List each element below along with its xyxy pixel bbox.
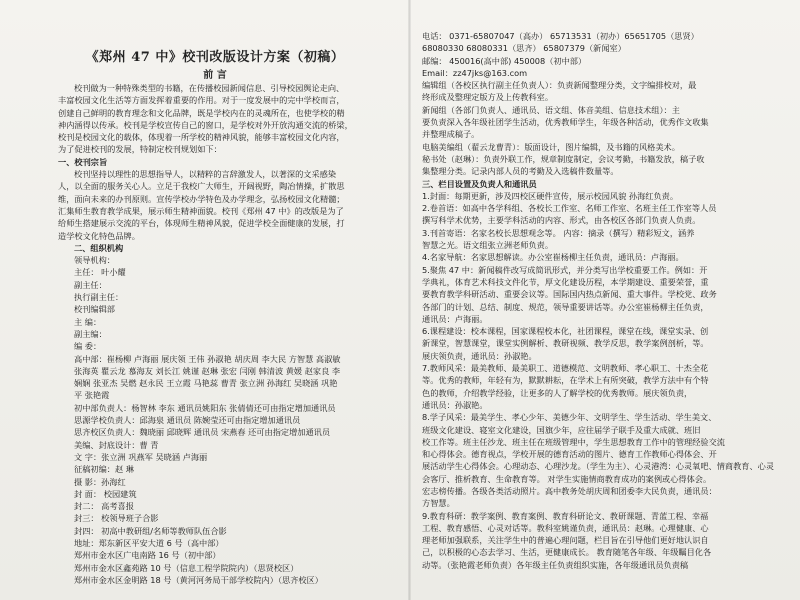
text-line: 文 字：张立洲 巩燕军 吴晓涵 卢海丽 [74,451,208,462]
text-line: 创建自己鲜明的教育理念和文化品牌，既是学校内在的灵魂所在，也使学校的精 [58,107,345,118]
text-line: 维，面向未来的办刊原则。宣传学校办学特色及办学理念，弘扬校园文化精髓； [58,193,345,204]
text-line: 己，以积极的心态去学习、生活，更健康成长。 教育随笔各年级、年级瞩目化各 [422,547,712,558]
preface-body [58,82,353,586]
text-line: 邮编： 450016(高中部) 450008（初中部） [422,55,587,66]
text-line: 动等。（张艳霞老师负责）各年级主任负责组织实施，各年级通讯员负责稿 [422,559,689,570]
text-line: 给师生搭建展示交流的平台，体现师生精神风貌，促进学校全面健康的发展，打 [58,218,345,229]
right-body [422,30,774,571]
text-line: 电脑美编组（翟云龙曹青）：版面设计，图片编辑，及书籍的风格美术。 [422,141,680,152]
text-line: 神内涵得以传承。校刊是学校宣传自己的窗口，是学校对外开放沟通交流的桥梁， [58,119,353,130]
text-line: 等。优秀的教师，年轻有为，默默耕耘，在学术上有所突破，教学方法中有个特 [422,375,709,386]
preface-title: 前 言 [203,70,227,81]
text-line: 执行副主任： [74,292,124,303]
text-line: 郑州市金水区金明路 18 号（黄河河务局干部学校院内）（思齐校区） [74,574,323,585]
section-heading: 二、组织机构 [74,242,124,253]
text-line: 3.刊首寄语：名家名校长思想观念等。 内容：摘录（撰写）精彩短文，涵养 [422,227,695,238]
text-line: 主任： 叶小耀 [74,267,126,278]
text-line: 造学校文化特色品牌。 [58,230,140,241]
text-line: 摄 影：孙海红 [74,476,126,487]
text-line: 校工作等。班主任沙龙、班主任在班级管理中，学生思想教育工作中的管理经验交流 [422,436,725,447]
text-line: 思齐校区负责人：魏晓丽 邱晓辉 通讯员 宋燕春 还可由指定增加通讯员 [74,427,331,438]
text-line: 封二： 高考喜报 [74,501,134,512]
text-line: 会客厅、推析教育、生命教育等。 对学生实施情商教育成功的案例或心得体会。 [422,473,712,484]
text-line: 色的教师，介绍教学经验，让更多的人了解学校的优秀教师。展庆领负责， [422,387,693,398]
text-line: 校刊坚持以理性的思想指导人，以精粹的言辞激发人，以著深的文采感染 [74,169,337,180]
text-line: 校刊做为一种特殊类型的书籍，在传播校园新闻信息、引导校园舆论走向、 [74,83,345,93]
text-line: 校刊编辑部 [74,304,115,315]
text-line: 地址：郑东新区平安大道 6 号（高中部） [74,537,224,548]
text-line: 并整理成稿子。 [422,129,480,140]
text-line: 张海英 瞿云龙 慕海友 刘长江 姚谨 赵琳 张宏 闫刚 韩清波 黄媛 赵家良 李 [74,365,341,376]
text-line: 5.聚焦 47 中：新闻稿件改写成简讯形式，并分类写出学校重要工作。例如：开 [422,264,708,275]
text-line: 秘书处（赵琳）：负责外联工作，规章制度制定，会议考勤，书籍发放，稿子收 [422,153,705,164]
text-line: 智慧之光。语文组张立洲老师负责。 [422,240,554,251]
text-line: 郑州市金水区鑫苑路 10 号（信息工程学院院内）（思贤校区） [74,562,299,573]
text-line: 人，以全面的服务关心人。立足于我校广大师生，开阔视野，陶冶情操，扩散思 [58,181,345,192]
document-title: 《郑州 47 中》校刊改版设计方案（初稿） [85,50,345,65]
text-line: 封三： 校领导班子合影 [74,513,159,524]
text-line: 编 委： [74,341,102,352]
text-line: 终形成及整理定版方及上传教科室。 [422,92,554,103]
text-line: 通讯员：孙淑艳。 [422,399,488,410]
text-line: 班级文化建设、寝室文化建设，国旗少年，应往届学子联手及重大成就、班旧 [422,424,701,435]
text-line: 展庆领负责，通讯员：孙淑艳。 [422,350,537,361]
text-line: 要教育教学科研活动、重要会议等。国际国内热点新闻、重大事件。学校党、政务 [422,289,717,300]
text-line: 平 张艳霞 [74,390,110,401]
text-line: 封四： 初高中教研组/名师等教师队伍合影 [74,525,227,536]
section-heading: 三、栏目设置及负责人和通讯员 [422,178,537,189]
text-line: 要负责深入各年级社团学生活动，优秀教师学生，年级各种活动，优秀作文收集 [422,117,709,128]
right-column [410,0,800,600]
text-line: 8.学子风采：最美学生、孝心少年、美德少年、文明学生、学生活动、学生美文、 [422,412,717,423]
text-line: 宏志榜传播。各级各类活动照片。高中教务处胡庆周和团委李大民负责，通讯员： [422,485,717,496]
text-line: 郑州市金水区广电南路 16 号（初中部） [74,550,221,561]
text-line: 征稿初编：赵 琳 [74,464,134,475]
text-line: 各部门的计划、总结、制度、规范，领导重要讲话等。办公室崔杨柳主任负责， [422,301,709,312]
text-line: 娴娴 张亚杰 吴燃 赵永民 王立霞 马艳蕊 曹青 张立洲 孙海红 吴晓涵 巩艳 [74,378,338,389]
text-line: 通讯员：卢海丽。 [422,313,488,324]
text-line: 新闻组（各部门负责人、通讯员、语文组、体音美组、信息技术组）：主 [422,104,680,115]
text-line: 集整理分类。记录内部人员的考勤及入选稿件数量等。 [422,166,619,177]
text-line: 工程、教育感悟、心灵对话等。教科室姚谨负责，通讯员：赵琳。心理健康、心 [422,522,709,533]
text-line: 电话： 0371-65807047（高办） 65713531（初办）65651705（思贤） [422,31,699,41]
text-line: 6.课程建设：校本课程，国家课程校本化，社团课程，课堂在线，课堂实录、创 [422,326,709,337]
text-line: Email：zz47jks@163.com [422,67,528,78]
text-line: 副主编： [74,328,107,339]
text-line: 展活动学生心得体会。心理动态、心理沙龙。（学生为主）、心灵港湾：心灵氧吧、情商教育、心灵 [422,461,775,472]
text-line: 校刊是校园文化的载体，体现着一所学校的精神风貌，能够丰富校园文化内容， [58,132,345,143]
text-line: 学典礼，体育艺术科技文件化节，厚文化建设历程，本学期建设、重要荣誉，重 [422,276,709,287]
text-line: 撰写科学术优势，主要学科活动的内容、形式，由各校区各部门负责人负责。 [422,215,701,226]
text-line: 美编、封底设计：曹 青 [74,439,159,450]
text-line: 新课堂，智慧课堂，课堂实例解析、教研视频、教学反思，教学案例剖析，等。 [422,338,709,349]
text-line: 编辑组（各校区执行副主任负责人）：负责新闻整理分类，文字编排校对，最 [422,80,697,91]
text-line: 方智慧。 [422,498,455,509]
section-heading: 一、校刊宗旨 [58,156,108,167]
text-line: 汇集师生教育教学成果，展示师生精神面貌。校刊《郑州 47 中》的改版是为了 [58,205,344,216]
text-line: 4.名家导航：名家思想解读。办公室崔杨柳主任负责，通讯员：卢海丽。 [422,252,684,263]
text-line: 68080330 68080331（思齐） 65807379（新闻室） [422,43,626,54]
text-line: 初中部负责人：杨智林 李东 通讯员姚阳东 张倩倩还可由指定增加通讯员 [74,402,336,413]
text-line: 2.卷首语：如高中各学科组、各校长工作室、名师工作室、名班主任工作室等人员 [422,203,717,214]
text-line: 和心得体会。德育视点，学校开展的德育活动的图片、德育工作教师心得体会、开 [422,449,717,460]
text-line: 为了促进校刊的发展，特制定校刊规划如下： [58,144,222,155]
text-line: 思源学校负责人：邱海泉 通讯员 陈婉莹还可由指定增加通讯员 [74,415,301,426]
text-line: 7.教师风采：最美教师、最美职工、道德模范、文明教师、孝心职工、十杰全花 [422,363,709,374]
text-line: 1.封面：每期更新，涉及四校区硬件宣传，展示校园风貌 孙海红负责。 [422,190,679,201]
text-line: 理老师加强联系，关注学生中的普遍心理问题，栏目旨在引导他们更好地认识自 [422,535,709,546]
text-line: 丰富校园文化生活等方面发挥着重要的作用。对于一度发展中的完中学校而言， [58,95,345,106]
text-line: 高中部：崔杨柳 卢海丽 展庆领 王伟 孙淑艳 胡庆周 李大民 方智慧 高淑敏 [74,353,341,364]
text-line: 副主任： [74,279,107,290]
text-line: 领导机构： [74,255,115,266]
text-line: 9.教育科研：教学案例、教育案例、教育科研论文、教研课题、青蓝工程、幸福 [422,510,709,521]
text-line: 封 面： 校园建筑 [74,488,137,499]
text-line: 主 编： [74,316,102,327]
